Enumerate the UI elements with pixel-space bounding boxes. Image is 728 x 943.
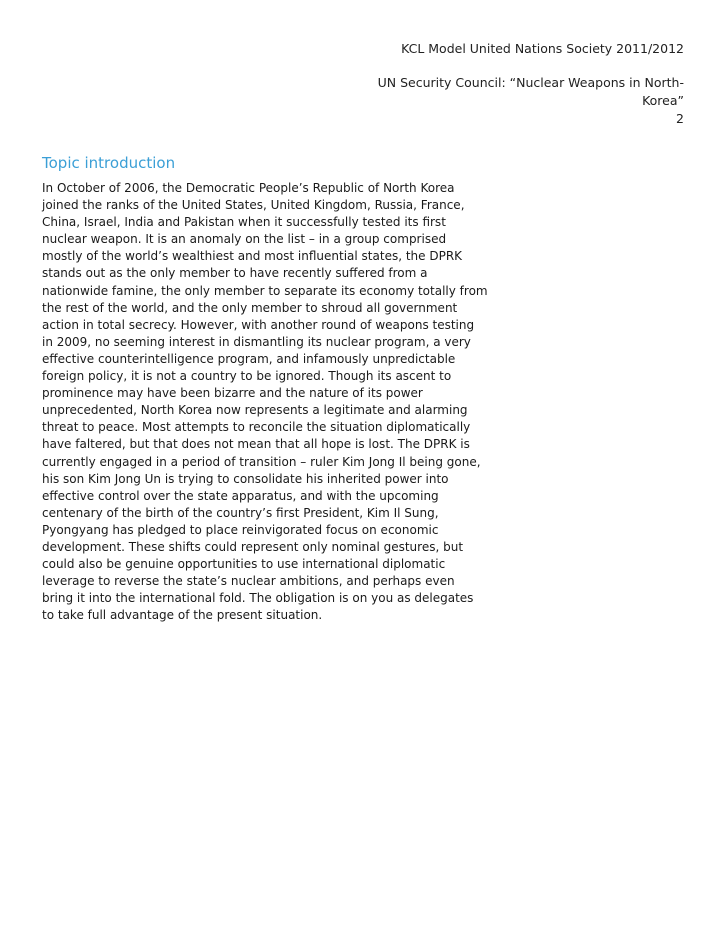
council-topic-header: UN Security Council: “Nuclear Weapons in North-Korea”: [377, 75, 684, 108]
section-title: Topic introduction: [42, 154, 176, 172]
page-header: [344, 40, 684, 128]
page-number: 2: [676, 111, 684, 126]
topic-introduction-paragraph: In October of 2006, the Democratic People’s Republic of North Korea joined the ranks of the United States, United Kingdom, Russia, France, China, Israel, India and Pakistan when it successfully tested its first nuclear weapon. It is an anomaly on the list – in a group comprised mostly of the world’s wealthiest and most influential states, the DPRK stands out as the only member to have recently suffered from a nationwide famine, the only member to separate its economy totally from the rest of the world, and the only member to shroud all government action in total secrecy. However, with another round of weapons testing in 2009, no seeming interest in dismantling its nuclear program, a very effective counterintelligence program, and infamously unpredictable foreign policy, it is not a country to be ignored. Though its ascent to prominence may have been bizarre and the nature of its power unprecedented, North Korea now represents a legitimate and alarming threat to peace. Most attempts to reconcile the situation diplomatically have faltered, but that does not mean that all hope is lost. The DPRK is currently engaged in a period of transition – ruler Kim Jong Il being gone, his son Kim Jong Un is trying to consolidate his inherited power into effective control over the state apparatus, and with the upcoming centenary of the birth of the country’s first President, Kim Il Sung, Pyongyang has pledged to place reinvigorated focus on economic development. These shifts could represent only nominal gestures, but could also be genuine opportunities to use international diplomatic leverage to reverse the state’s nuclear ambitions, and perhaps even bring it into the international fold. The obligation is on you as delegates to take full advantage of the present situation.: [42, 181, 488, 623]
society-header: KCL Model United Nations Society 2011/2012: [401, 41, 684, 56]
